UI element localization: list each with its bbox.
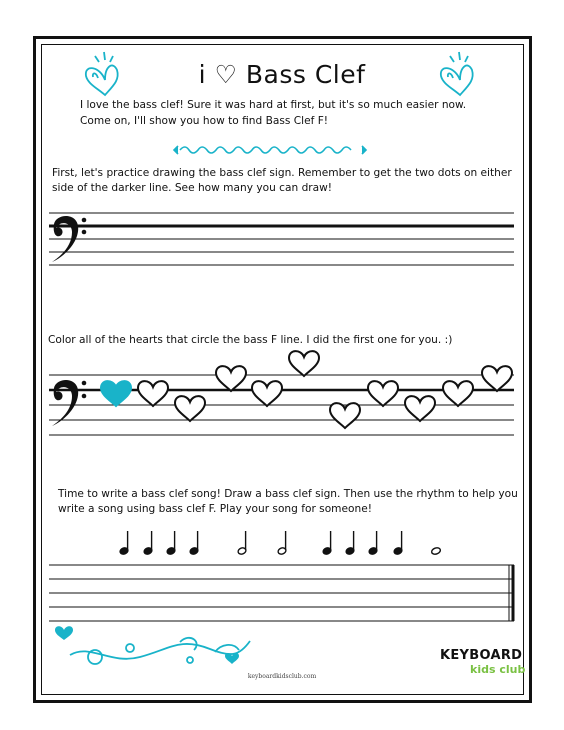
quarter-note-icon (322, 531, 332, 555)
quarter-note-icon (166, 531, 176, 555)
instruction-song: Time to write a bass clef song! Draw a bass clef sign. Then use the rhythm to help you write a song using bass clef F. Play your song for someone! (58, 488, 518, 515)
quarter-note-icon (393, 531, 403, 555)
bass-clef-icon (52, 380, 86, 426)
small-heart-icon (55, 626, 239, 664)
whole-note-icon (431, 547, 442, 556)
footer-url: keyboardkidsclub.com (247, 673, 317, 680)
heart-icon[interactable] (138, 381, 168, 406)
instruction-drawing: First, let's practice drawing the bass clef sign. Remember to get the two dots on either side of the darker line. See how many you can draw! (52, 167, 512, 194)
heart-icon[interactable] (216, 366, 246, 391)
heart-icon[interactable] (175, 396, 205, 421)
quarter-note-icon (143, 531, 153, 555)
quarter-note-icon (368, 531, 378, 555)
corner-heart-right-icon (441, 52, 473, 95)
quarter-note-icon (119, 531, 129, 555)
corner-heart-left-icon (86, 52, 118, 95)
heart-icon[interactable] (443, 381, 473, 406)
rhythm-notes (119, 531, 441, 555)
heart-icon-filled[interactable] (101, 381, 131, 406)
quarter-note-icon (345, 531, 355, 555)
loop-divider-icon (174, 146, 366, 154)
half-note-icon (237, 531, 247, 555)
heart-icon[interactable] (252, 381, 282, 406)
heart-icon[interactable] (368, 381, 398, 406)
heart-icon[interactable] (330, 403, 360, 428)
heart-icon[interactable] (405, 396, 435, 421)
logo-line1: KEYBOARD (440, 648, 523, 663)
practice-staff (49, 213, 514, 265)
song-staff (49, 565, 514, 621)
half-note-icon (277, 531, 287, 555)
heart-icon[interactable] (482, 366, 512, 391)
page-title: i ♡ Bass Clef (198, 60, 366, 89)
logo-line2: kids club (470, 663, 526, 676)
quarter-note-icon (189, 531, 199, 555)
instruction-hearts: Color all of the hearts that circle the bass F line. I did the first one for you. :) (48, 334, 453, 346)
swirl-ornament-icon (70, 638, 250, 664)
intro-text: I love the bass clef! Sure it was hard at first, but it's so much easier now. Come on, I'll show you how to find Bass Clef F! (80, 99, 467, 127)
heart-icon[interactable] (289, 351, 319, 376)
